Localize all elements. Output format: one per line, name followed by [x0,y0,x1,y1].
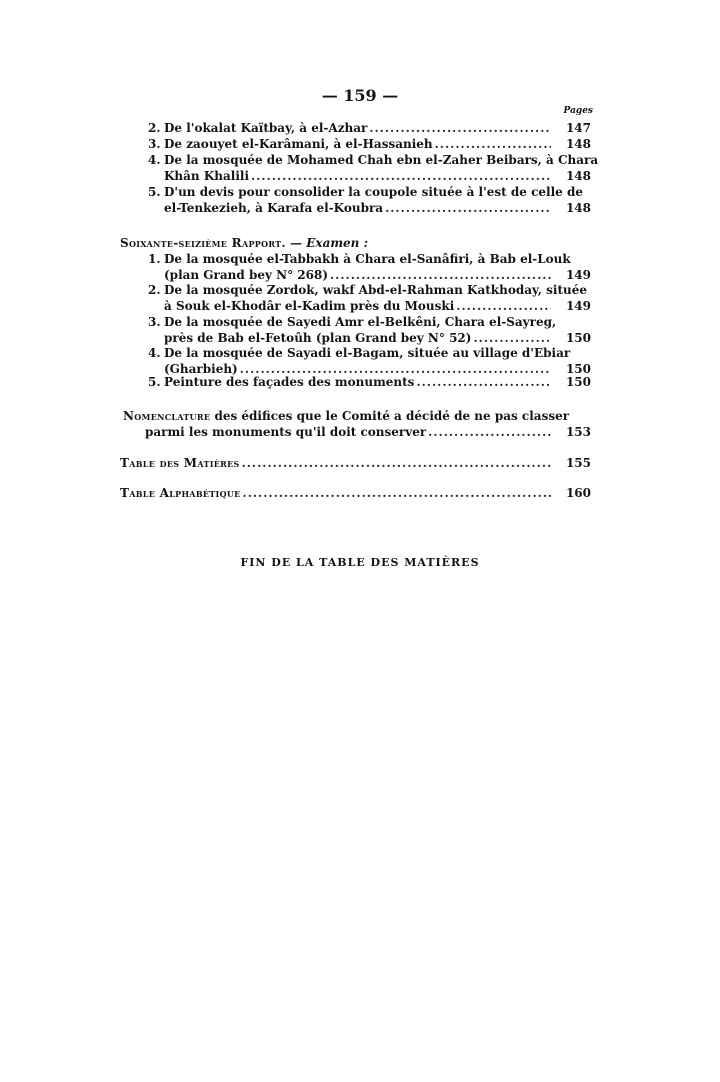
entry-page: 148 [565,168,591,183]
toc-entry-table-matieres [120,456,591,472]
entry-text: Table des Matières [120,456,240,470]
dot-leader [435,137,551,153]
entry-page: 147 [565,121,591,135]
toc-entry-nomenclature [123,409,591,440]
entry-page: 160 [565,486,591,500]
section-subtitle: — Examen : [290,236,369,250]
entry-page: 150 [565,330,591,345]
entry-text: près de Bab el-Fetoûh (plan Grand bey N° 52) [164,330,472,345]
entry-text: parmi les monuments qu'il doit conserver [145,424,427,439]
entry-text: des édifices que le Comité a décidé de ne pas classer [214,409,570,423]
entry-page: 153 [565,424,591,439]
entry-number: 5. [148,375,161,389]
entry-text: (plan Grand bey N° 268) [164,267,328,282]
entry-text: à Souk el-Khodâr el-Kadim près du Mouski [164,298,455,313]
entry-number: 5. [148,185,161,199]
entry-number: 4. [148,153,161,167]
dot-leader [243,486,551,502]
toc-entry-76-5 [148,375,591,391]
entry-number: 2. [148,121,161,135]
toc-entry-table-alphabetique [120,486,591,502]
page-number: — 159 — [321,86,399,105]
toc-entry-76-2 [148,283,591,314]
dot-leader [428,425,551,441]
dot-leader [369,121,551,137]
toc-entry-76-4 [148,346,591,377]
entry-text: De la mosquée de Sayadi el-Bagam, située au village d'Ebiar [164,346,571,360]
entry-number: 1. [148,252,161,266]
toc-entry-g1-2 [148,121,591,137]
dot-leader [416,375,551,391]
toc-entry-g1-4 [148,153,599,184]
entry-page: 155 [565,456,591,470]
dot-leader [251,169,551,185]
entry-text: De la mosquée de Sayedi Amr el-Belkêni, Chara el-Sayreg, [164,315,557,329]
entry-text: el-Tenkezieh, à Karafa el-Koubra [164,200,384,215]
pages-column-label: Pages [563,106,593,116]
entry-text: De zaouyet el-Karâmani, à el-Hassanieh [164,137,433,151]
entry-page: 150 [565,375,591,389]
entry-text: De la mosquée el-Tabbakh à Chara el-Sanâfiri, à Bab el-Louk [164,252,571,266]
dot-leader [473,331,551,347]
entry-text: Peinture des façades des monuments [164,375,415,389]
entry-number: 3. [148,315,161,329]
toc-entry-76-1 [148,252,591,283]
entry-text: De la mosquée Zordok, wakf Abd-el-Rahman Katkhoday, située [164,283,588,297]
entry-text: Table Alphabétique [120,486,241,500]
dot-leader [385,201,551,217]
dot-leader [242,456,551,472]
entry-number: 4. [148,346,161,360]
entry-page: 149 [565,267,591,282]
entry-text: D'un devis pour consolider la coupole située à l'est de celle de [164,185,583,199]
entry-number: 2. [148,283,161,297]
toc-entry-g1-5 [148,185,591,216]
dot-leader [456,299,551,315]
entry-page: 148 [565,200,591,215]
section-heading-76 [120,236,368,250]
end-of-table-note: FIN DE LA TABLE DES MATIÈRES [240,556,480,569]
entry-page: 148 [565,137,591,151]
nomenclature-title: Nomenclature [123,409,211,423]
entry-text: (Gharbieh) [164,361,238,376]
entry-page: 149 [565,298,591,313]
entry-text: Khân Khalili [164,168,249,183]
entry-number: 3. [148,137,161,151]
dot-leader [330,268,551,284]
entry-page: 150 [565,361,591,376]
toc-entry-76-3 [148,315,591,346]
section-title: Soixante-seizième Rapport. [120,236,286,250]
entry-text: De la mosquée de Mohamed Chah ebn el-Zaher Beibars, à Chara [164,153,599,167]
entry-text: De l'okalat Kaïtbay, à el-Azhar [164,121,368,135]
toc-entry-g1-3 [148,137,591,153]
